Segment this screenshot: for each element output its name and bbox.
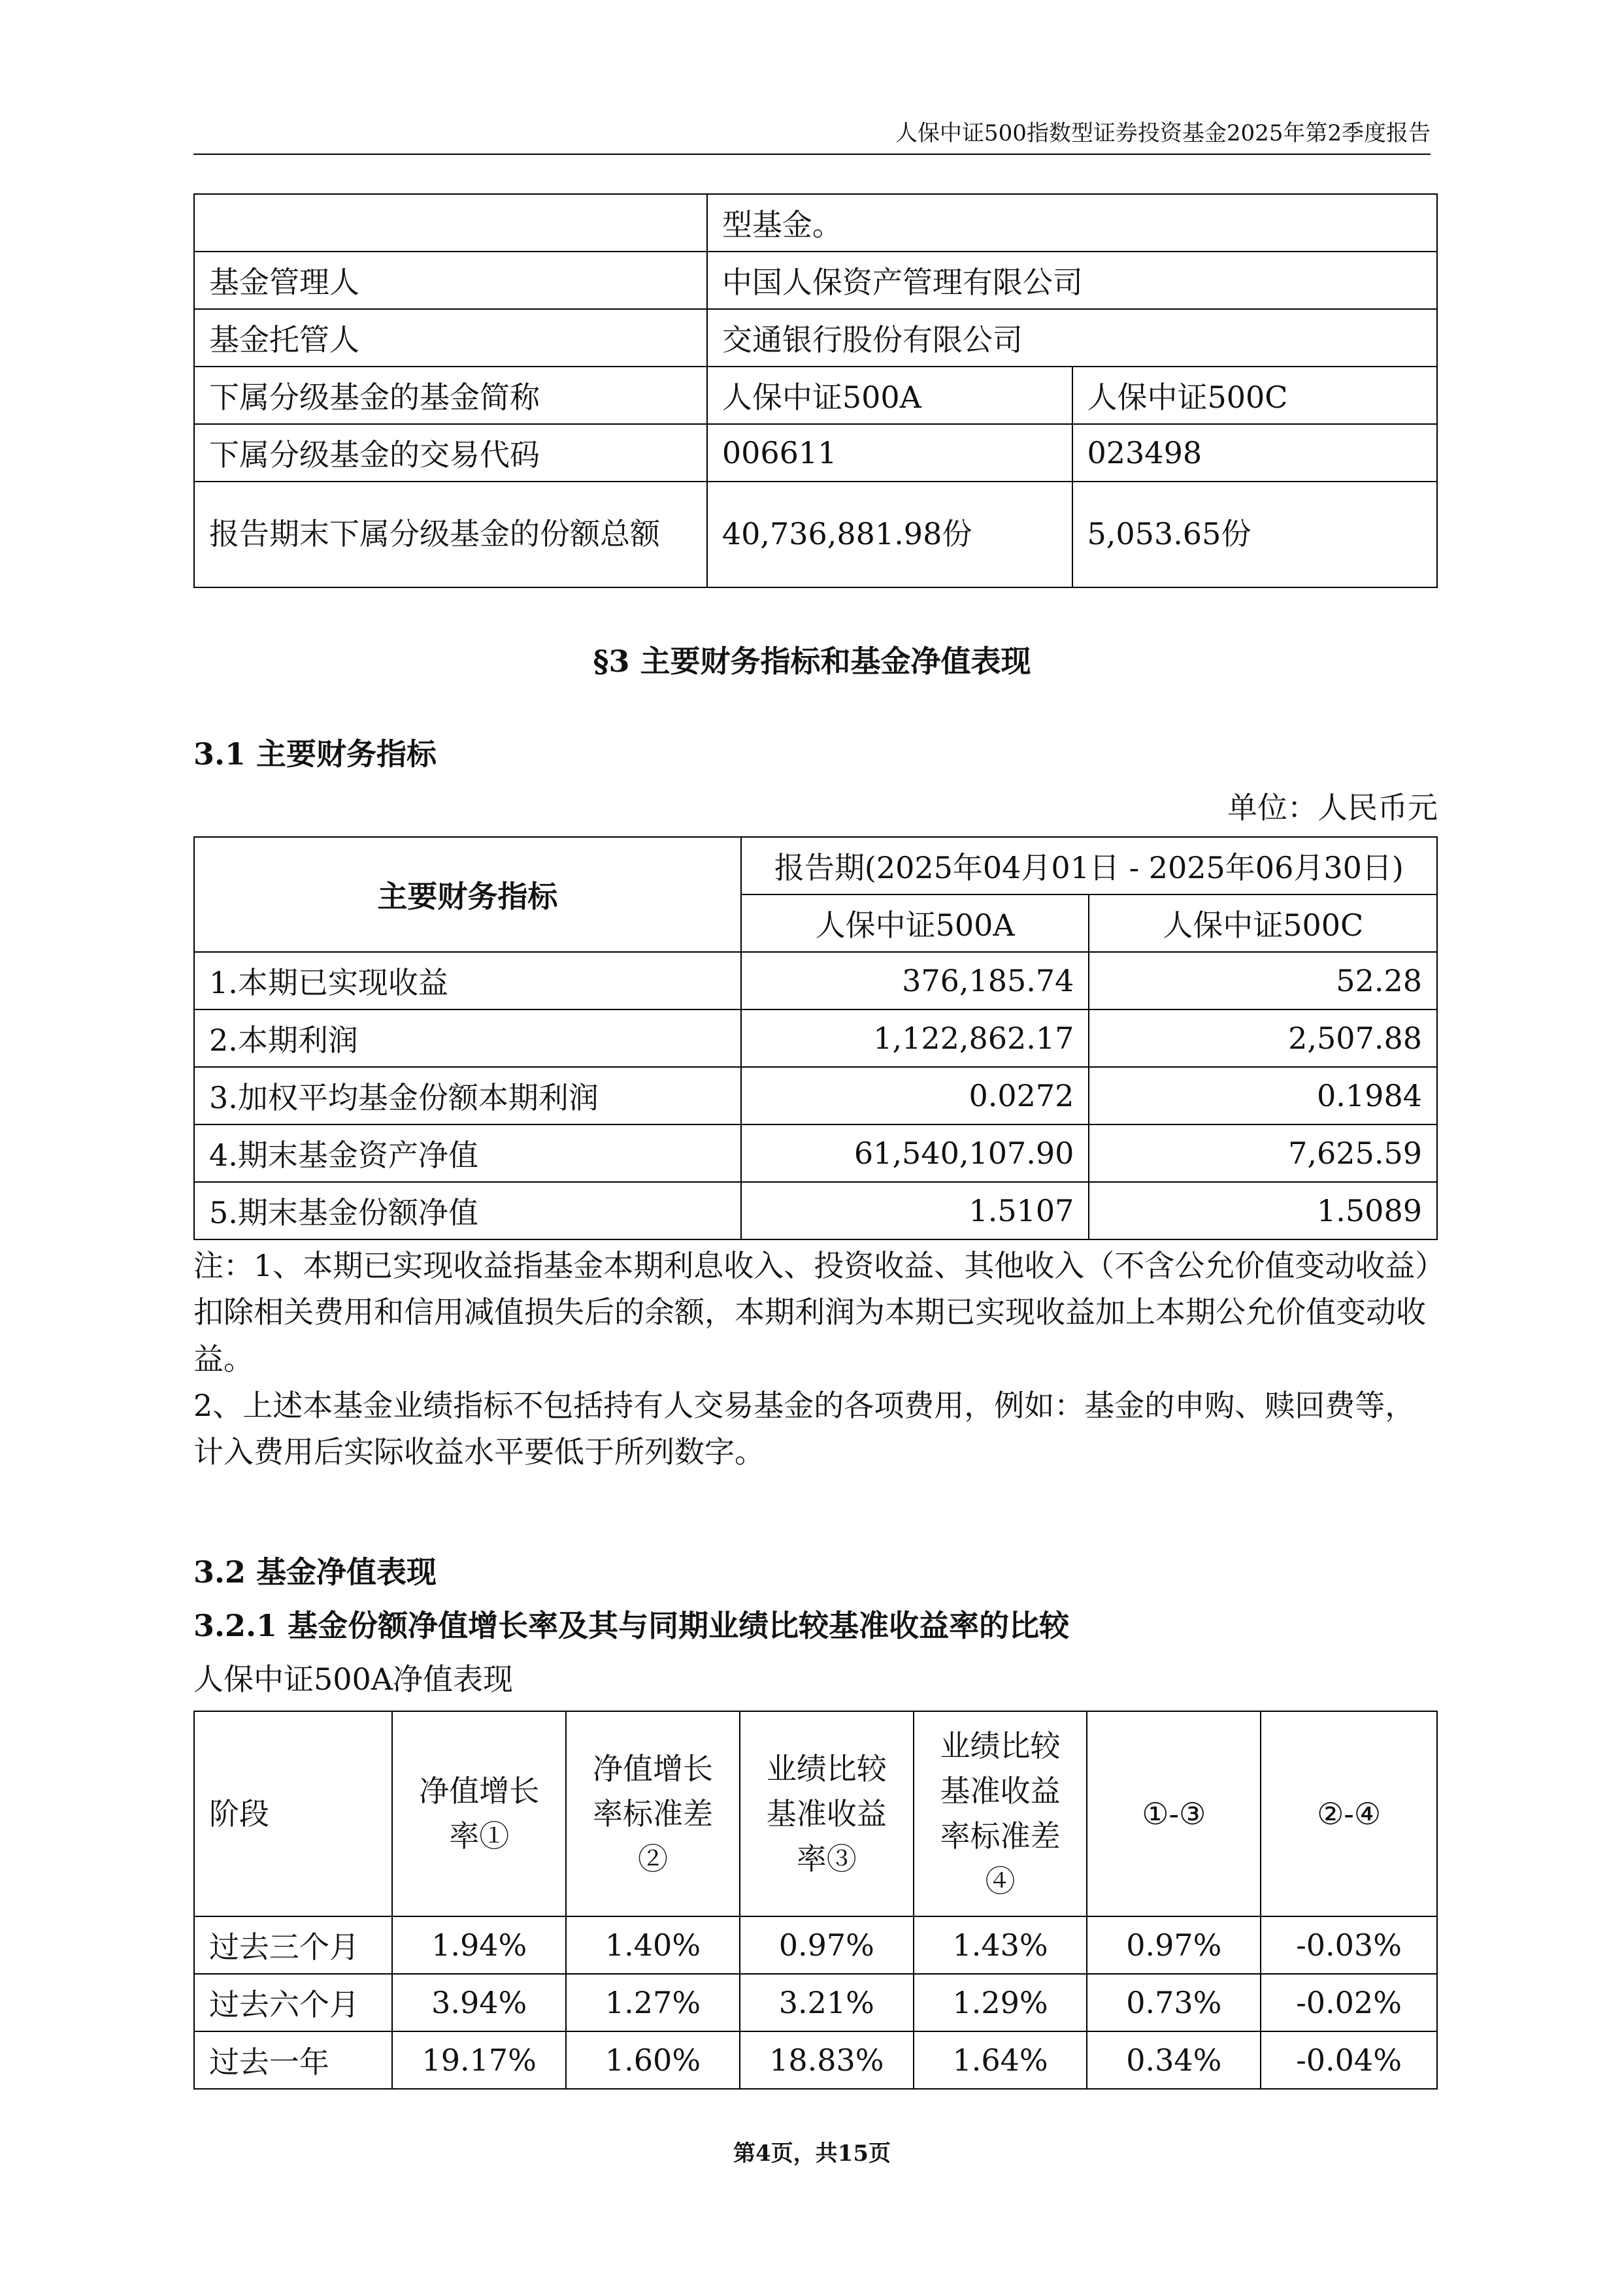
table-row <box>194 837 1437 894</box>
table-cell: 0.73% <box>1087 1974 1261 2031</box>
table-cell: -0.04% <box>1261 2031 1437 2089</box>
table-cell <box>194 194 707 252</box>
section-title: §3 主要财务指标和基金净值表现 <box>593 644 1031 679</box>
table-cell: 006611 <box>707 424 1072 482</box>
table-row <box>194 1067 1437 1124</box>
table-cell: 0.97% <box>740 1916 914 1974</box>
table-cell: 40,736,881.98份 <box>707 482 1072 587</box>
table-cell: -0.02% <box>1261 1974 1437 2031</box>
table-cell: 交通银行股份有限公司 <box>707 309 1437 367</box>
table-header-cell: 业绩比较基准收益率③ <box>740 1711 914 1916</box>
table-cell: 1.64% <box>914 2031 1087 2089</box>
table-cell: 1.43% <box>914 1916 1087 1974</box>
table-cell: 人保中证500A <box>707 367 1072 424</box>
table-cell: -0.03% <box>1261 1916 1437 1974</box>
unit-label: 单位：人民币元 <box>1227 790 1438 825</box>
table-cell: 中国人保资产管理有限公司 <box>707 252 1437 309</box>
table-header-cell: ②-④ <box>1261 1711 1437 1916</box>
table-cell: 1.本期已实现收益 <box>194 952 741 1009</box>
table-cell: 1.29% <box>914 1974 1087 2031</box>
page-header: 人保中证500指数型证券投资基金2025年第2季度报告 <box>193 115 1431 155</box>
table-header-cell: 人保中证500C <box>1089 894 1437 952</box>
table-cell: 5,053.65份 <box>1072 482 1438 587</box>
note-1: 注：1、本期已实现收益指基金本期利息收入、投资收益、其他收入（不含公允价值变动收益）扣除相关费用和信用减值损失后的余额，本期利润为本期已实现收益加上本期公允价值变动收益。 <box>193 1248 1431 1377</box>
table-cell: 型基金。 <box>707 194 1437 252</box>
table-cell: 1.94% <box>392 1916 566 1974</box>
table-row <box>194 194 1437 252</box>
table-cell: 5.期末基金份额净值 <box>194 1182 741 1239</box>
table-cell: 报告期末下属分级基金的份额总额 <box>194 482 707 587</box>
table-cell: 18.83% <box>740 2031 914 2089</box>
table-cell: 19.17% <box>392 2031 566 2089</box>
table-header-cell: 阶段 <box>194 1711 392 1916</box>
table-cell: 2,507.88 <box>1089 1009 1437 1067</box>
table-cell: 376,185.74 <box>741 952 1089 1009</box>
table-cell: 3.加权平均基金份额本期利润 <box>194 1067 741 1124</box>
table-header-cell: ①-③ <box>1087 1711 1261 1916</box>
table-cell: 过去三个月 <box>194 1916 392 1974</box>
table-header-cell: 净值增长率标准差② <box>566 1711 740 1916</box>
table-header-cell: 报告期(2025年04月01日 - 2025年06月30日) <box>741 837 1437 894</box>
note-2: 2、上述本基金业绩指标不包括持有人交易基金的各项费用，例如：基金的申购、赎回费等，计入费用后实际收益水平要低于所列数字。 <box>193 1387 1416 1470</box>
table-cell: 1.5107 <box>741 1182 1089 1239</box>
table-cell: 人保中证500C <box>1072 367 1438 424</box>
table-header-cell: 人保中证500A <box>741 894 1089 952</box>
table-cell: 3.21% <box>740 1974 914 2031</box>
table-header-cell: 净值增长率① <box>392 1711 566 1916</box>
table-cell: 0.1984 <box>1089 1067 1437 1124</box>
table-row <box>194 309 1437 367</box>
subsection-title: 3.2 基金净值表现 <box>193 1554 437 1590</box>
table-cell: 下属分级基金的基金简称 <box>194 367 707 424</box>
table-cell: 2.本期利润 <box>194 1009 741 1067</box>
table-cell: 7,625.59 <box>1089 1124 1437 1182</box>
notes <box>193 1243 1438 1475</box>
table-cell: 基金管理人 <box>194 252 707 309</box>
subsection-title: 3.1 主要财务指标 <box>193 736 437 772</box>
table-cell: 023498 <box>1072 424 1438 482</box>
financial-indicators-table <box>193 836 1438 1240</box>
table-cell: 61,540,107.90 <box>741 1124 1089 1182</box>
table-cell: 1.5089 <box>1089 1182 1437 1239</box>
table-cell: 0.97% <box>1087 1916 1261 1974</box>
table-caption: 人保中证500A净值表现 <box>193 1662 514 1697</box>
table-cell: 52.28 <box>1089 952 1437 1009</box>
table-cell: 1,122,862.17 <box>741 1009 1089 1067</box>
table-cell: 下属分级基金的交易代码 <box>194 424 707 482</box>
subsection-title: 3.2.1 基金份额净值增长率及其与同期业绩比较基准收益率的比较 <box>193 1608 1070 1643</box>
table-row <box>194 1974 1437 2031</box>
table-row <box>194 952 1437 1009</box>
table-row <box>194 252 1437 309</box>
table-cell: 过去六个月 <box>194 1974 392 2031</box>
table-cell: 0.0272 <box>741 1067 1089 1124</box>
table-header-cell: 主要财务指标 <box>194 837 741 952</box>
table-row <box>194 367 1437 424</box>
table-cell: 4.期末基金资产净值 <box>194 1124 741 1182</box>
table-row <box>194 1124 1437 1182</box>
table-cell: 1.60% <box>566 2031 740 2089</box>
table-cell: 1.27% <box>566 1974 740 2031</box>
table-row <box>194 482 1437 587</box>
page-footer: 第4页，共15页 <box>733 2140 891 2167</box>
table-cell: 0.34% <box>1087 2031 1261 2089</box>
table-row <box>194 1916 1437 1974</box>
table-row <box>194 424 1437 482</box>
table-cell: 1.40% <box>566 1916 740 1974</box>
table-row <box>194 1711 1437 1916</box>
table-cell: 3.94% <box>392 1974 566 2031</box>
net-value-performance-table <box>193 1711 1438 2090</box>
table-row <box>194 1182 1437 1239</box>
table-cell: 过去一年 <box>194 2031 392 2089</box>
table-header-cell: 业绩比较基准收益率标准差④ <box>914 1711 1087 1916</box>
fund-basic-info-table <box>193 193 1438 588</box>
table-row <box>194 1009 1437 1067</box>
table-cell: 基金托管人 <box>194 309 707 367</box>
table-row <box>194 2031 1437 2089</box>
